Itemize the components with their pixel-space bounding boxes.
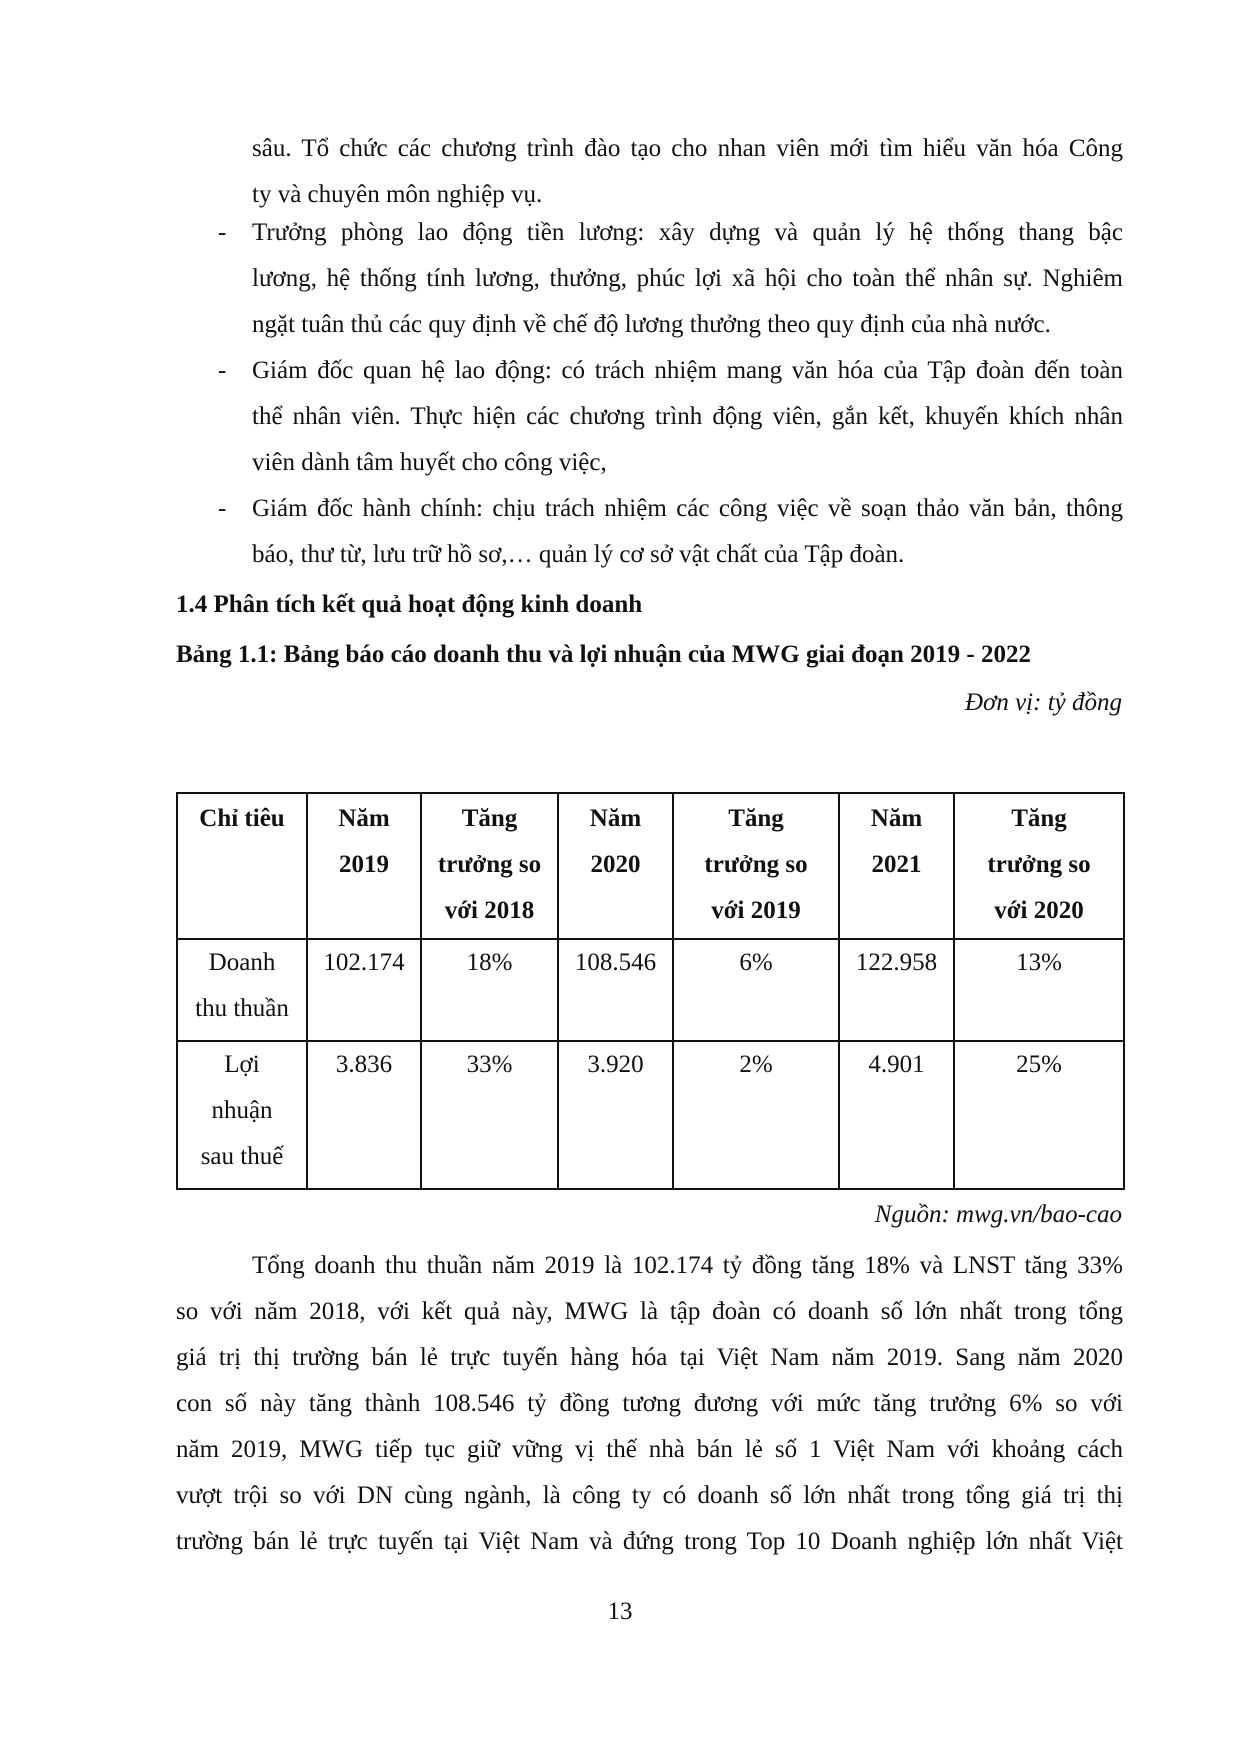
row-label-cell [177,1041,307,1189]
header-cell-2020 [558,793,673,939]
page-number: 13 [607,1598,633,1625]
header-text: Năm [589,805,642,832]
value-cell: 122.958 [839,939,954,1041]
header-text: với 2020 [994,897,1084,924]
row-label-cell [177,939,307,1041]
body-line: so với năm 2018, với kết quả này, MWG là tập đoàn có doanh số lớn nhất trong tổng [176,1298,1123,1325]
body-line: trường bán lẻ trực tuyến tại Việt Nam và đứng trong Top 10 Doanh nghiệp lớn nhất Việt [176,1528,1123,1555]
value-cell: 3.836 [307,1041,421,1189]
body-line: con số này tăng thành 108.546 tỷ đồng tương đương với mức tăng trưởng 6% so với [176,1390,1123,1417]
header-text: 2020 [590,851,641,878]
header-text: 2021 [871,851,922,878]
bullet-line: ngặt tuân thủ các quy định về chế độ lương thưởng theo quy định của nhà nước. [252,311,1051,338]
value-cell: 25% [954,1041,1124,1189]
value-cell: 33% [421,1041,558,1189]
header-cell-growth-2018 [421,793,558,939]
bullet-marker: - [218,495,227,522]
value-cell: 102.174 [307,939,421,1041]
table-unit: Đơn vị: tỷ đồng [964,689,1122,716]
bullet-marker: - [218,219,227,246]
value-cell: 108.546 [558,939,673,1041]
bullet-line: lương, hệ thống tính lương, thưởng, phúc lợi xã hội cho toàn thể nhân sự. Nghiêm [252,265,1123,292]
value-cell: 3.920 [558,1041,673,1189]
body-line: giá trị thị trường bán lẻ trực tuyến hàng hóa tại Việt Nam năm 2019. Sang năm 2020 [176,1344,1123,1371]
header-cell-growth-2020 [954,793,1124,939]
header-cell-growth-2019 [673,793,839,939]
row-label-text: sau thuế [200,1143,284,1170]
body-line: Tổng doanh thu thuần năm 2019 là 102.174 tỷ đồng tăng 18% và LNST tăng 33% [252,1252,1123,1279]
row-label-text: Doanh [208,949,276,976]
section-heading: 1.4 Phân tích kết quả hoạt động kinh doanh [176,591,643,618]
bullet-line: thể nhân viên. Thực hiện các chương trình động viên, gắn kết, khuyến khích nhân [252,403,1123,430]
value-cell: 6% [673,939,839,1041]
header-text: với 2018 [444,897,535,924]
row-label-text: Lợi [224,1051,260,1078]
value-cell: 18% [421,939,558,1041]
header-text: Chỉ tiêu [199,805,285,832]
header-text: Tăng [461,805,518,832]
bullet-line: Trưởng phòng lao động tiền lương: xây dựng và quản lý hệ thống thang bậc [252,219,1123,246]
value-cell: 13% [954,939,1124,1041]
row-label-text: thu thuần [195,995,289,1022]
bullet-line: Giám đốc hành chính: chịu trách nhiệm các công việc về soạn thảo văn bản, thông [252,495,1123,522]
header-text: với 2019 [711,897,801,924]
value-cell: 2% [673,1041,839,1189]
body-line: ty và chuyên môn nghiệp vụ. [252,181,543,208]
header-cell-2021 [839,793,954,939]
header-text: trưởng so [987,851,1091,878]
body-line: năm 2019, MWG tiếp tục giữ vững vị thế nhà bán lẻ số 1 Việt Nam với khoảng cách [176,1436,1123,1463]
header-text: 2019 [339,851,389,878]
bullet-line: viên dành tâm huyết cho công việc, [252,449,607,476]
bullet-marker: - [218,357,227,384]
revenue-profit-table [176,792,1125,1190]
table-row-net-revenue [177,939,1124,1041]
body-line: vượt trội so với DN cùng ngành, là công ty có doanh số lớn nhất trong tổng giá trị thị [176,1482,1123,1509]
table-caption: Bảng 1.1: Bảng báo cáo doanh thu và lợi nhuận của MWG giai đoạn 2019 - 2022 [176,641,1031,668]
header-text: Năm [338,805,390,832]
body-line: sâu. Tổ chức các chương trình đào tạo cho nhan viên mới tìm hiểu văn hóa Công [252,135,1123,162]
header-text: Tăng [728,805,784,832]
bullet-line: báo, thư từ, lưu trữ hồ sơ,… quản lý cơ sở vật chất của Tập đoàn. [252,541,905,568]
value-cell: 4.901 [839,1041,954,1189]
header-text: Tăng [1011,805,1067,832]
table-source: Nguồn: mwg.vn/bao-cao [874,1201,1122,1228]
table-row-profit-after-tax [177,1041,1124,1189]
header-cell-2019 [307,793,421,939]
table-header-row [177,793,1124,939]
header-cell-indicator [177,793,307,939]
bullet-line: Giám đốc quan hệ lao động: có trách nhiệm mang văn hóa của Tập đoàn đến toàn [252,357,1123,384]
header-text: trưởng so [437,851,542,878]
header-text: trưởng so [704,851,808,878]
row-label-text: nhuận [211,1097,273,1124]
header-text: Năm [870,805,923,832]
